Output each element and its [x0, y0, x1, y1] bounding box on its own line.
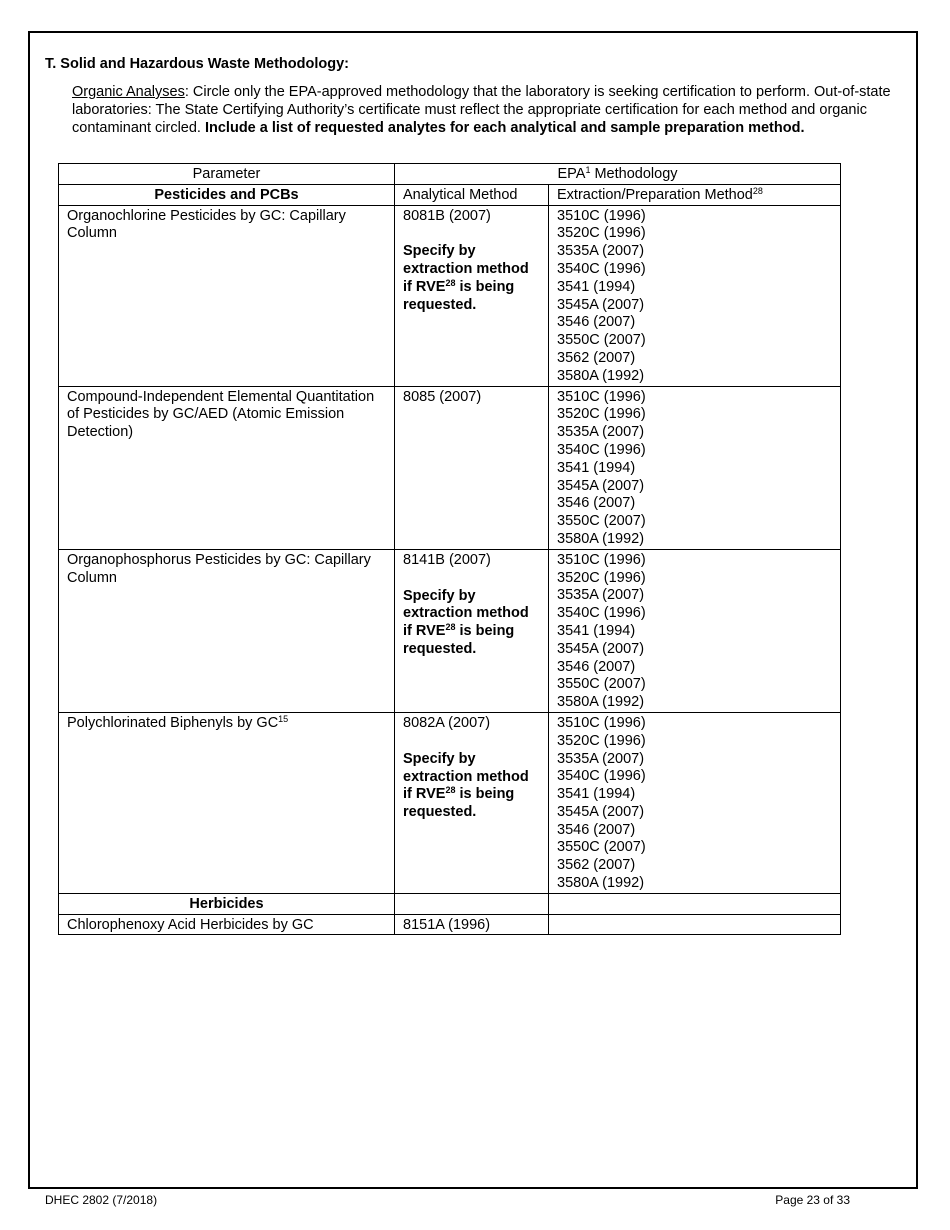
table-subheader-row: [59, 184, 841, 205]
row-method: 8082A (2007) Specify by extraction method if RVE$^{28}$ is being requested.: [395, 712, 549, 893]
row-method: 8141B (2007) Specify by extraction method if RVE$^{28}$ is being requested.: [395, 549, 549, 712]
row-method: 8085 (2007): [395, 386, 549, 549]
row-parameter: Compound-Independent Elemental Quantitation of Pesticides by GC/AED (Atomic Emission Detection): [59, 386, 395, 549]
footer-page-number: Page 23 of 33: [775, 1193, 850, 1207]
row-parameter: Chlorophenoxy Acid Herbicides by GC: [59, 914, 395, 935]
rve-note: Specify by extraction method if RVE$^{28}$ is being requested.: [403, 243, 529, 313]
table-row: [59, 205, 841, 386]
row-parameter: Organochlorine Pesticides by GC: Capillary Column: [59, 205, 395, 386]
row-parameter: Polychlorinated Biphenyls by GC$^{15}$: [59, 712, 395, 893]
footer-form-id: DHEC 2802 (7/2018): [45, 1193, 158, 1207]
col-analytical-method: Analytical Method: [395, 184, 549, 205]
row-parameter: Organophosphorus Pesticides by GC: Capillary Column: [59, 549, 395, 712]
intro-bold: Include a list of requested analytes for each analytical and sample preparation method.: [204, 120, 805, 136]
group-herbicides: Herbicides: [59, 893, 395, 914]
row-extraction-list: 3510C (1996) 3520C (1996) 3535A (2007) 3540C (1996) 3541 (1994) 3545A (2007) 3546 (2007) 3550C (2007) 3562 (2007) 3580A (1992): [549, 712, 841, 893]
table-row: [59, 914, 841, 935]
row-extraction-list: 3510C (1996) 3520C (1996) 3535A (2007) 3540C (1996) 3541 (1994) 3545A (2007) 3546 (2007) 3550C (2007) 3580A (1992): [549, 549, 841, 712]
row-method: 8151A (1996): [395, 914, 549, 935]
methodology-table: [58, 163, 841, 935]
group-row-herbicides: [59, 893, 841, 914]
row-method: 8081B (2007) Specify by extraction method if RVE$^{28}$ is being requested.: [395, 205, 549, 386]
empty-cell: [549, 914, 841, 935]
section-heading: T. Solid and Hazardous Waste Methodology:: [45, 56, 349, 72]
empty-cell: [395, 893, 549, 914]
row-extraction-list: 3510C (1996) 3520C (1996) 3535A (2007) 3540C (1996) 3541 (1994) 3545A (2007) 3546 (2007) 3550C (2007) 3562 (2007) 3580A (1992): [549, 205, 841, 386]
rve-note: Specify by extraction method if RVE$^{28}$ is being requested.: [403, 750, 529, 821]
col-extraction-method: Extraction/Preparation Method$^{28}$: [549, 184, 841, 205]
empty-cell: [549, 893, 841, 914]
header-parameter: Parameter: [59, 164, 395, 185]
table-row: [59, 549, 841, 712]
group-pesticides: Pesticides and PCBs: [59, 184, 395, 205]
intro-underlined: Organic Analyses: [72, 84, 185, 100]
header-epa-methodology: EPA$^1$ Methodology: [395, 164, 841, 185]
intro-paragraph: [72, 83, 892, 137]
table-row: [59, 386, 841, 549]
table-header-row: [59, 164, 841, 185]
intro-text: : Circle only the EPA-approved methodology that the laboratory is seeking certification to perform. Out-of-state laboratories: The State Certifying Authority’s certificate must reflect the appropriate certification for each method and organic contaminant circled.: [72, 84, 891, 136]
rve-note: Specify by extraction method if RVE$^{28}$ is being requested.: [403, 587, 529, 657]
table-row: [59, 712, 841, 893]
row-extraction-list: 3510C (1996) 3520C (1996) 3535A (2007) 3540C (1996) 3541 (1994) 3545A (2007) 3546 (2007) 3550C (2007) 3580A (1992): [549, 386, 841, 549]
